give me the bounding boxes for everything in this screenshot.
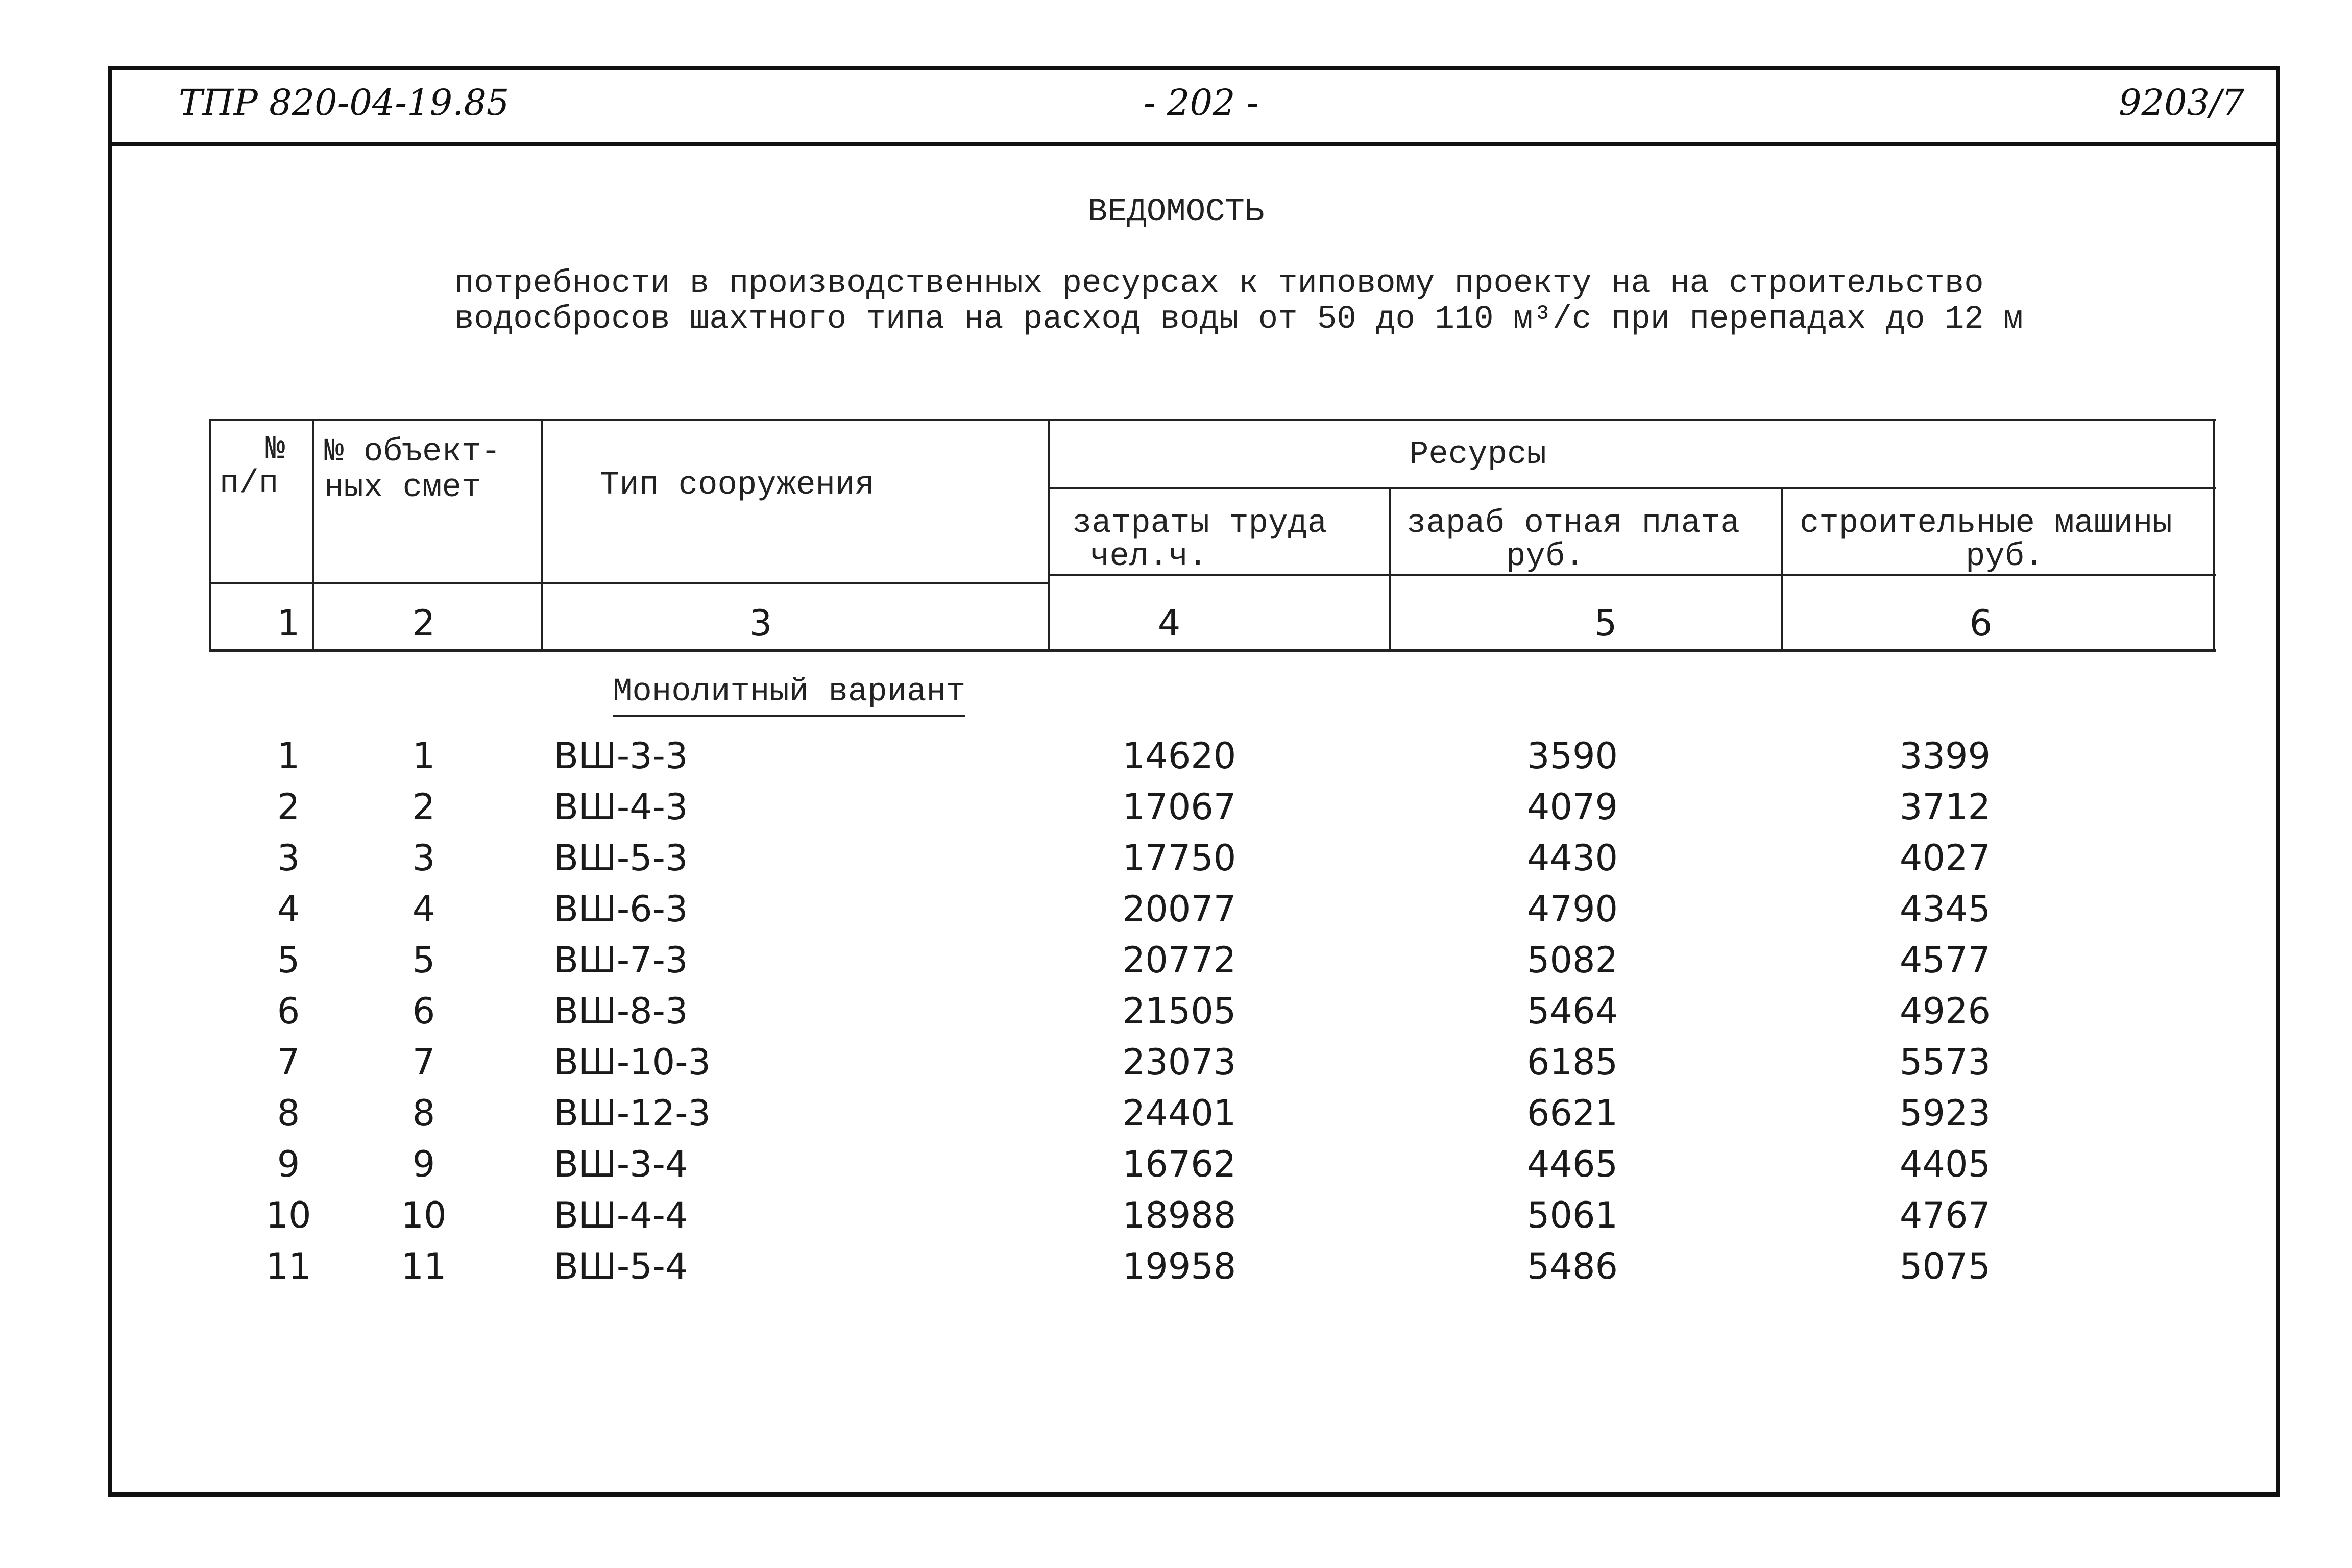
col-number-5: 5: [1594, 602, 1617, 644]
row-num: 7: [277, 1041, 300, 1083]
row-estimate: 7: [412, 1041, 435, 1083]
row-machines: 5923: [1899, 1092, 1991, 1134]
row-type: ВШ-8-3: [554, 990, 688, 1032]
row-estimate: 8: [412, 1092, 435, 1134]
row-type: ВШ-4-4: [554, 1194, 688, 1236]
row-wages: 3590: [1526, 735, 1618, 777]
th-structure-type: Тип сооружения: [600, 467, 875, 504]
row-labor: 17067: [1122, 786, 1236, 828]
row-machines: 5075: [1899, 1245, 1991, 1287]
row-num: 8: [277, 1092, 300, 1134]
row-type: ВШ-4-3: [554, 786, 688, 828]
row-machines: 4027: [1899, 837, 1991, 879]
th-labor-1: затраты труда: [1072, 505, 1327, 542]
row-num: 6: [277, 990, 300, 1032]
row-wages: 5082: [1526, 939, 1618, 981]
row-estimate: 6: [412, 990, 435, 1032]
row-machines: 5573: [1899, 1041, 1991, 1083]
row-wages: 5464: [1526, 990, 1618, 1032]
row-machines: 4767: [1899, 1194, 1991, 1236]
row-estimate: 2: [412, 786, 435, 828]
col-number-3: 3: [749, 602, 772, 644]
col-number-4: 4: [1157, 602, 1181, 644]
table-row: [0, 939, 2352, 990]
row-estimate: 3: [412, 837, 435, 879]
table-row: [0, 786, 2352, 837]
row-type: ВШ-10-3: [554, 1041, 711, 1083]
document-title: ВЕДОМОСТЬ: [1087, 194, 1265, 231]
th-num-pp: п/п: [220, 465, 279, 502]
row-machines: 4405: [1899, 1143, 1991, 1185]
row-type: ВШ-7-3: [554, 939, 688, 981]
table-row: [0, 837, 2352, 888]
subtitle-line-1: потребности в производственных ресурсах к типовому проекту на на строительство: [454, 265, 1984, 302]
row-labor: 17750: [1122, 837, 1236, 879]
row-wages: 5486: [1526, 1245, 1618, 1287]
col-number-6: 6: [1969, 602, 1993, 644]
col-number-2: 2: [412, 602, 435, 644]
row-labor: 23073: [1122, 1041, 1236, 1083]
table-row: [0, 1092, 2352, 1143]
row-num: 9: [277, 1143, 300, 1185]
table-row: [0, 735, 2352, 786]
row-machines: 4577: [1899, 939, 1991, 981]
th-labor-2: чел.ч.: [1090, 538, 1208, 575]
th-num-sign: №: [265, 431, 285, 468]
row-type: ВШ-5-3: [554, 837, 688, 879]
row-wages: 4430: [1526, 837, 1618, 879]
th-resources: Ресурсы: [1409, 436, 1546, 473]
row-labor: 20772: [1122, 939, 1236, 981]
row-num: 4: [277, 888, 300, 930]
th-wages-1: зараб отная плата: [1407, 505, 1740, 542]
row-machines: 4345: [1899, 888, 1991, 930]
th-estimate-2: ных смет: [324, 470, 481, 506]
row-wages: 6185: [1526, 1041, 1618, 1083]
table-row: [0, 1245, 2352, 1296]
row-estimate: 9: [412, 1143, 435, 1185]
sheet-number: 9203/7: [2119, 82, 2245, 124]
th-machines-2: руб.: [1966, 538, 2044, 575]
row-machines: 4926: [1899, 990, 1991, 1032]
header-divider: [108, 142, 2280, 146]
row-estimate: 11: [401, 1245, 447, 1287]
table-row: [0, 1194, 2352, 1245]
row-estimate: 5: [412, 939, 435, 981]
table-row: [0, 1143, 2352, 1194]
row-wages: 4465: [1526, 1143, 1618, 1185]
row-wages: 4079: [1526, 786, 1618, 828]
row-labor: 21505: [1122, 990, 1236, 1032]
subtitle-line-2: водосбросов шахтного типа на расход воды от 50 до 110 м³/с при перепадах до 12 м: [454, 301, 2023, 338]
doc-code: ТПР 820-04-19.85: [179, 82, 510, 124]
row-type: ВШ-6-3: [554, 888, 688, 930]
row-machines: 3399: [1899, 735, 1991, 777]
row-labor: 16762: [1122, 1143, 1236, 1185]
row-labor: 20077: [1122, 888, 1236, 930]
row-labor: 14620: [1122, 735, 1236, 777]
row-num: 11: [265, 1245, 311, 1287]
row-labor: 19958: [1122, 1245, 1236, 1287]
col-number-1: 1: [277, 602, 300, 644]
row-type: ВШ-3-4: [554, 1143, 688, 1185]
row-labor: 18988: [1122, 1194, 1236, 1236]
row-num: 3: [277, 837, 300, 879]
row-wages: 4790: [1526, 888, 1618, 930]
row-wages: 5061: [1526, 1194, 1618, 1236]
row-type: ВШ-3-3: [554, 735, 688, 777]
table-row: [0, 1041, 2352, 1092]
row-estimate: 10: [401, 1194, 447, 1236]
row-num: 10: [265, 1194, 311, 1236]
section-heading: Монолитный вариант: [613, 674, 965, 717]
table-row: [0, 888, 2352, 939]
th-machines-1: строительные машины: [1800, 505, 2172, 542]
th-wages-2: руб.: [1506, 538, 1585, 575]
row-type: ВШ-12-3: [554, 1092, 711, 1134]
row-estimate: 4: [412, 888, 435, 930]
row-num: 1: [277, 735, 300, 777]
row-num: 2: [277, 786, 300, 828]
row-labor: 24401: [1122, 1092, 1236, 1134]
row-num: 5: [277, 939, 300, 981]
row-estimate: 1: [412, 735, 435, 777]
th-estimate-1: № объект-: [324, 434, 501, 471]
row-machines: 3712: [1899, 786, 1991, 828]
row-type: ВШ-5-4: [554, 1245, 688, 1287]
page-number: - 202 -: [1144, 82, 1259, 124]
table-row: [0, 990, 2352, 1041]
row-wages: 6621: [1526, 1092, 1618, 1134]
